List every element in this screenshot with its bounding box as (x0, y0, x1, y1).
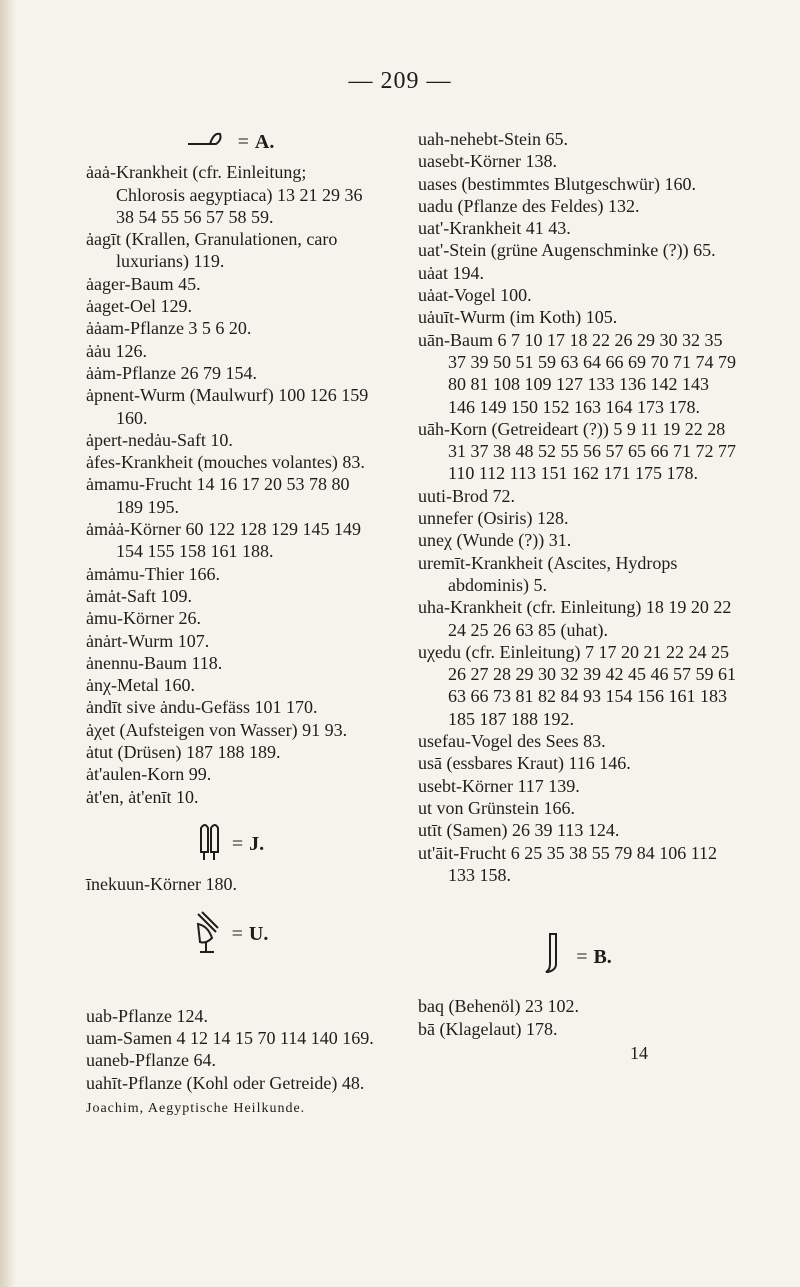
equals-sign-icon: = (231, 833, 244, 856)
index-entry: ȧtut (Drüsen) 187 188 189. (86, 742, 281, 763)
equals-sign-icon: = (231, 923, 243, 945)
index-entry: ȧȧm-Pflanze 26 79 154. (86, 362, 257, 383)
index-entry: uremīt-Krankheit (Ascites, Hydrops abdominis) 5. (418, 552, 678, 595)
index-entry: uȧuīt-Wurm (im Koth) 105. (418, 307, 618, 328)
index-entry: unnefer (Osiris) 128. (418, 508, 569, 529)
index-entry: ȧχet (Aufsteigen von Wasser) 91 93. (86, 719, 348, 740)
section-heading-b (418, 932, 738, 981)
index-entry: uadu (Pflanze des Feldes) 132. (418, 195, 640, 216)
index-entry: ȧpnent-Wurm (Maulwurf) 100 126 159 160. (86, 385, 369, 428)
page-number: — 209 — (348, 68, 452, 94)
index-entry: uāh-Korn (Getreideart (?)) 5 9 11 19 22 28 31 37 38 48 52 55 56 57 65 66 71 72 77 110 112 113 151 162 171 175 178. (418, 418, 736, 484)
hieroglyph-leg-icon (544, 932, 566, 981)
index-entry: ut von Grünstein 166. (418, 797, 575, 818)
section-letter: A. (254, 130, 275, 153)
index-entry: uuti-Brod 72. (418, 485, 515, 506)
index-entry: uases (bestimmtes Blutgeschwür) 160. (418, 173, 696, 194)
index-entry: ȧmȧmu-Thier 166. (86, 563, 220, 584)
section-heading-a (86, 128, 376, 155)
index-entry: īnekuun-Körner 180. (86, 874, 237, 895)
index-entry: uasebt-Körner 138. (418, 151, 557, 172)
index-entry: ȧȧam-Pflanze 3 5 6 20. (86, 318, 252, 339)
index-entry: ȧndīt sive ȧndu-Gefäss 101 170. (86, 697, 318, 718)
left-column (86, 128, 376, 1120)
index-entry: uaneb-Pflanze 64. (86, 1050, 216, 1071)
book-footer: Joachim, Aegyptische Heilkunde. (86, 1100, 306, 1116)
index-entry: uha-Krankheit (cfr. Einleitung) 18 19 20 22 24 25 26 63 85 (uhat). (418, 597, 732, 640)
index-entry: uχedu (cfr. Einleitung) 7 17 20 21 22 24 25 26 27 28 29 30 32 39 42 45 46 57 59 61 63 66 73 81 82 84 93 154 156 161 183 185 187 188 192. (418, 641, 736, 729)
signature-mark: 14 (630, 1042, 648, 1063)
index-entry: usebt-Körner 117 139. (418, 775, 580, 796)
index-entry: uahīt-Pflanze (Kohl oder Getreide) 48. (86, 1072, 365, 1093)
index-entry: ȧȧu 126. (86, 340, 147, 361)
index-entry: uān-Baum 6 7 10 17 18 22 26 29 30 32 35 37 39 50 51 59 63 64 66 69 70 71 74 79 80 81 108 109 127 133 136 142 143 146 149 150 152 163 164 173 178. (418, 329, 736, 417)
index-entry: ȧpert-nedȧu-Saft 10. (86, 429, 233, 450)
index-entry: uab-Pflanze 124. (86, 1005, 208, 1026)
index-entry: ȧmamu-Frucht 14 16 17 20 53 78 80 189 195. (86, 474, 350, 517)
index-entry: ȧagīt (Krallen, Granulationen, caro luxurians) 119. (86, 229, 338, 272)
index-entry: usā (essbares Kraut) 116 146. (418, 753, 631, 774)
index-entry: baq (Behenöl) 23 102. (418, 996, 579, 1017)
index-entry: ȧnȧrt-Wurm 107. (86, 630, 210, 651)
index-entry: ut'āit-Frucht 6 25 35 38 55 79 84 106 112 133 158. (418, 842, 718, 885)
section-heading-j (86, 822, 376, 867)
index-entry: uat'-Krankheit 41 43. (418, 218, 571, 239)
equals-sign-icon: = (237, 130, 249, 153)
index-entry: ȧmȧȧ-Körner 60 122 128 129 145 149 154 155 158 161 188. (86, 519, 361, 562)
index-entry: ȧager-Baum 45. (86, 273, 201, 294)
index-entry: ȧmȧt-Saft 109. (86, 585, 192, 606)
index-entry: uneχ (Wunde (?)) 31. (418, 530, 572, 551)
index-entry: ȧmu-Körner 26. (86, 608, 201, 629)
section-heading-u (86, 910, 376, 959)
index-entry: uat'-Stein (grüne Augenschminke (?)) 65. (418, 240, 716, 261)
index-entry: ȧnennu-Baum 118. (86, 652, 223, 673)
section-letter: U. (248, 923, 269, 945)
page-edge-shadow (0, 0, 16, 1287)
right-column (418, 128, 738, 1064)
hieroglyph-reed-icon (188, 128, 228, 155)
section-letter: J. (249, 833, 265, 856)
index-entry: bā (Klagelaut) 178. (418, 1018, 558, 1039)
hieroglyph-double-reed-icon (198, 822, 222, 867)
index-entry: uȧat 194. (418, 262, 484, 283)
index-entry: usefau-Vogel des Sees 83. (418, 731, 606, 752)
section-letter: B. (593, 945, 612, 968)
index-entry: uam-Samen 4 12 14 15 70 114 140 169. (86, 1028, 374, 1049)
hieroglyph-quail-chick-icon (194, 910, 222, 959)
index-entry: ȧaget-Oel 129. (86, 296, 192, 317)
index-entry: ȧfes-Krankheit (mouches volantes) 83. (86, 452, 365, 473)
index-entry: ȧt'aulen-Korn 99. (86, 764, 212, 785)
index-entry: utīt (Samen) 26 39 113 124. (418, 820, 620, 841)
equals-sign-icon: = (576, 945, 588, 968)
index-entry: ȧnχ-Metal 160. (86, 675, 195, 696)
index-entry: uah-nehebt-Stein 65. (418, 129, 568, 149)
index-entry: uȧat-Vogel 100. (418, 285, 532, 306)
index-entry: ȧt'en, ȧt'enīt 10. (86, 786, 199, 807)
index-entry: ȧaȧ-Krankheit (cfr. Einleitung; Chlorosis aegyptiaca) 13 21 29 36 38 54 55 56 57 58 59. (86, 162, 363, 227)
